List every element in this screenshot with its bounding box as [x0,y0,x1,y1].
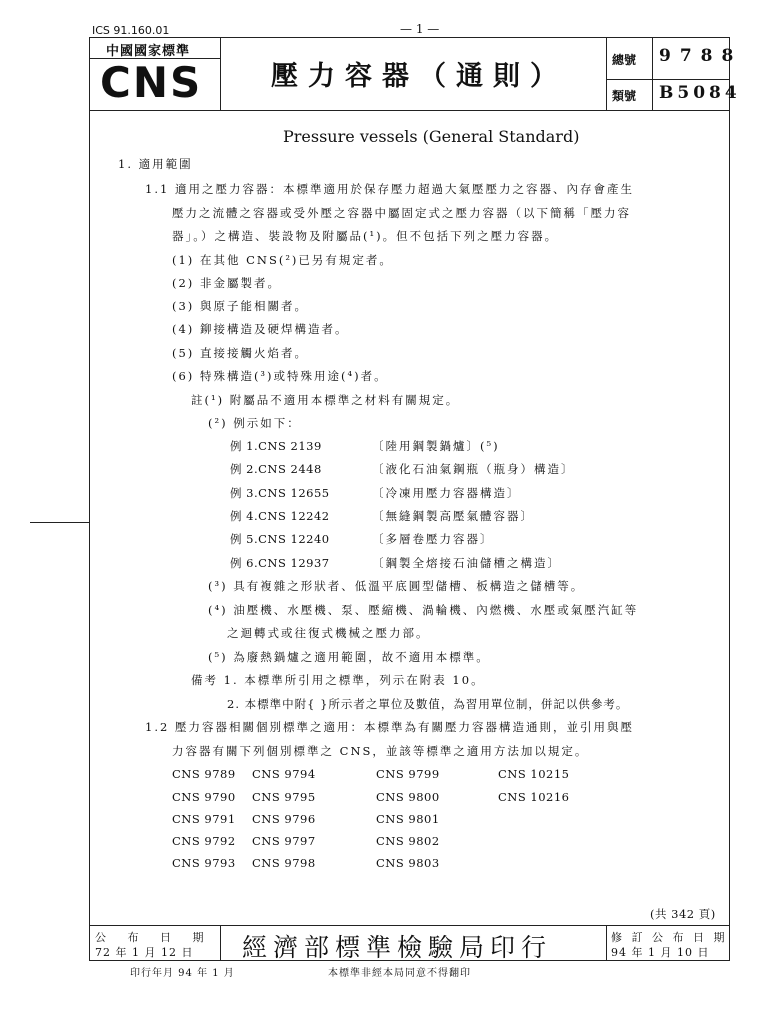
cns-ref: CNS 9801 [376,812,440,826]
printer-name: 經濟部標準檢驗局印行 [242,933,553,962]
header-divider [89,110,730,111]
cns-ref: CNS 9790 [172,790,236,804]
example-desc: 〔多層卷壓力容器〕 [372,532,494,546]
example-code: 例 4.CNS 12242 [230,509,330,523]
cns-ref: CNS 9789 [172,767,236,781]
section-1-2-line2: 力容器有關下列個別標準之 CNS，並該等標準之適用方法加以規定。 [172,744,589,758]
exclusion-item: (3) 與原子能相關者。 [172,299,308,313]
note-4-line1: (⁴) 油壓機、水壓機、泵、壓縮機、渦輪機、內燃機、水壓或氣壓汽缸等 [208,603,639,617]
cns-ref: CNS 9800 [376,790,440,804]
section-1-2-line1: 1.2 壓力容器相關個別標準之適用：本標準為有關壓力容器構造通則，並引用與壓 [145,720,634,734]
exclusion-item: (5) 直接接觸火焰者。 [172,346,308,360]
publish-date: 72 年 1 月 12 日 [95,946,194,959]
remark-1: 備考 1. 本標準所引用之標準，列示在附表 10。 [191,673,485,687]
cns-logo: CNS [100,58,203,107]
org-name: 中國國家標準 [106,44,191,59]
class-value: B5084 [659,83,741,103]
cns-ref: CNS 9793 [172,856,236,870]
exclusion-item: (1) 在其他 CNS(²)已另有規定者。 [172,253,393,267]
note-2-intro: (²) 例示如下： [208,416,301,430]
example-code: 例 6.CNS 12937 [230,556,330,570]
cns-ref: CNS 9791 [172,812,236,826]
cns-ref: CNS 10215 [498,767,570,781]
publish-label: 公 布 日 期 [95,931,213,944]
example-desc: 〔冷凍用壓力容器構造〕 [372,486,521,500]
page-title: 壓力容器（通則） [271,61,567,92]
cns-ref: CNS 9802 [376,834,440,848]
margin-mark [30,522,90,523]
cns-ref: CNS 9797 [252,834,316,848]
revise-label: 修 訂 公 布 日 期 [611,931,728,944]
example-code: 例 3.CNS 12655 [230,486,330,500]
total-label: 總號 [612,53,637,67]
ics-code: ICS 91.160.01 [92,24,170,37]
example-desc: 〔無縫鋼製高壓氣體容器〕 [372,509,534,523]
total-value: 9788 [659,46,743,66]
print-date: 印行年月 94 年 1 月 [130,968,235,979]
page-total: (共 342 頁) [650,907,716,921]
example-desc: 〔陸用鋼製鍋爐〕(⁵) [372,439,500,453]
example-code: 例 2.CNS 2448 [230,462,322,476]
example-desc: 〔鋼製全熔接石油儲槽之構造〕 [372,556,561,570]
cns-ref: CNS 10216 [498,790,570,804]
section-1-1-line2: 壓力之流體之容器或受外壓之容器中屬固定式之壓力容器（以下簡稱「壓力容 [172,206,631,220]
note-5: (⁵) 為廢熱鍋爐之適用範圍，故不適用本標準。 [208,650,490,664]
revise-date: 94 年 1 月 10 日 [611,946,710,959]
cns-ref: CNS 9798 [252,856,316,870]
footer-divider [89,925,730,926]
example-code: 例 1.CNS 2139 [230,439,322,453]
exclusion-item: (4) 鉚接構造及硬焊構造者。 [172,322,349,336]
remark-2: 2. 本標準中附{ }所示者之單位及數值，為習用單位制，併記以供參考。 [227,697,629,711]
cns-ref: CNS 9792 [172,834,236,848]
note-1: 註(¹) 附屬品不適用本標準之材料有關規定。 [191,393,460,407]
class-label: 類號 [612,89,637,103]
section-1-heading: 1. 適用範圍 [118,157,193,171]
english-title: Pressure vessels (General Standard) [283,127,580,146]
cns-ref: CNS 9799 [376,767,440,781]
exclusion-item: (2) 非金屬製者。 [172,276,281,290]
note-4-line2: 之迴轉式或往復式機械之壓力部。 [227,626,430,640]
cns-ref: CNS 9796 [252,812,316,826]
section-1-1-line3: 器」。）之構造、裝設物及附屬品(¹)。但不包括下列之壓力容器。 [172,229,559,243]
cns-ref: CNS 9803 [376,856,440,870]
example-code: 例 5.CNS 12240 [230,532,330,546]
page-number: — 1 — [400,22,440,36]
cns-ref: CNS 9795 [252,790,316,804]
example-desc: 〔液化石油氣鋼瓶（瓶身）構造〕 [372,462,575,476]
section-1-1-line1: 1.1 適用之壓力容器：本標準適用於保存壓力超過大氣壓壓力之容器、內存會產生 [145,182,634,196]
exclusion-item: (6) 特殊構造(³)或特殊用途(⁴)者。 [172,369,388,383]
cns-ref: CNS 9794 [252,767,316,781]
note-3: (³) 具有複雜之形狀者、低溫平底圓型儲槽、板構造之儲槽等。 [208,579,585,593]
copyright-note: 本標準非經本局同意不得翻印 [328,968,471,979]
